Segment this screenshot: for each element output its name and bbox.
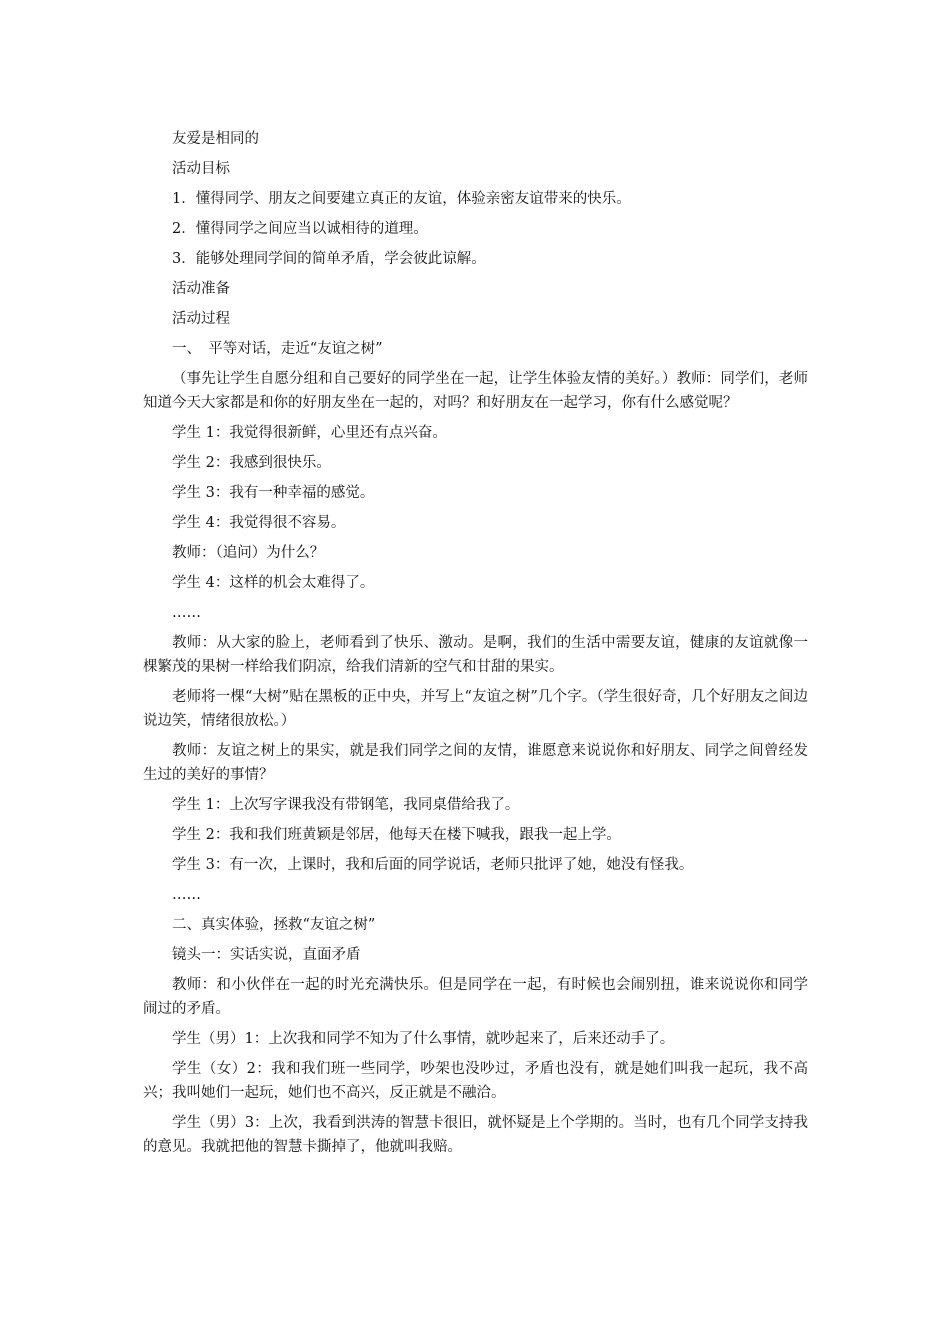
paragraph: 学生 3：我有一种幸福的感觉。: [172, 485, 375, 501]
document-body: [143, 127, 808, 1165]
section-heading: 活动过程: [172, 311, 230, 327]
paragraph: 学生 2：我感到很快乐。: [172, 455, 331, 471]
paragraph: 学生 2：我和我们班黄颖是邻居，他每天在楼下喊我，跟我一起上学。: [172, 827, 621, 843]
section-heading: 一、 平等对话，走近“友谊之树”: [172, 341, 383, 357]
section-heading: 活动目标: [172, 161, 230, 177]
paragraph: 教师：友谊之树上的果实，就是我们同学之间的友情，谁愿意来说说你和好朋友、同学之间曾经发生过的美好的事情？: [143, 743, 808, 783]
paragraph: 学生 3：有一次，上课时，我和后面的同学说话，老师只批评了她，她没有怪我。: [172, 857, 694, 873]
paragraph: 学生 4：这样的机会太难得了。: [172, 575, 375, 591]
paragraph: 1．懂得同学、朋友之间要建立真正的友谊，体验亲密友谊带来的快乐。: [172, 191, 631, 207]
paragraph: 教师：从大家的脸上，老师看到了快乐、激动。是啊，我们的生活中需要友谊，健康的友谊就像一棵繁茂的果树一样给我们阴凉，给我们清新的空气和甘甜的果实。: [143, 635, 808, 675]
section-heading: 二、真实体验，拯救“友谊之树”: [172, 917, 376, 933]
paragraph: 3．能够处理同学间的简单矛盾，学会彼此谅解。: [172, 251, 486, 267]
paragraph: 教师：（追问）为什么？: [172, 545, 325, 561]
paragraph: 学生 1：上次写字课我没有带钢笔，我同桌借给我了。: [172, 797, 520, 813]
paragraph: 学生（女）2：我和我们班一些同学，吵架也没吵过，矛盾也没有，就是她们叫我一起玩，我不高兴；我叫她们一起玩，她们也不高兴，反正就是不融洽。: [143, 1061, 808, 1101]
paragraph: 学生 1：我觉得很新鲜，心里还有点兴奋。: [172, 425, 447, 441]
paragraph: 2．懂得同学之间应当以诚相待的道理。: [172, 221, 428, 237]
subsection-heading: 镜头一：实话实说，直面矛盾: [172, 947, 361, 963]
paragraph: 学生（男）1：上次我和同学不知为了什么事情，就吵起来了，后来还动手了。: [172, 1031, 675, 1047]
paragraph: 学生 4：我觉得很不容易。: [172, 515, 346, 531]
document-title: 友爱是相同的: [172, 131, 259, 147]
ellipsis: ……: [172, 887, 201, 903]
paragraph: 老师将一棵“大树”贴在黑板的正中央，并写上“友谊之树”几个字。（学生很好奇，几个好朋友之间边说边笑，情绪很放松。）: [143, 689, 808, 729]
paragraph: 教师：和小伙伴在一起的时光充满快乐。但是同学在一起，有时候也会闹别扭，谁来说说你和同学闹过的矛盾。: [143, 977, 808, 1017]
paragraph: 学生（男）3：上次，我看到洪涛的智慧卡很旧，就怀疑是上个学期的。当时，也有几个同学支持我的意见。我就把他的智慧卡撕掉了，他就叫我赔。: [143, 1115, 808, 1155]
ellipsis: ……: [172, 605, 201, 621]
section-heading: 活动准备: [172, 281, 230, 297]
paragraph: （事先让学生自愿分组和自己要好的同学坐在一起，让学生体验友情的美好。）教师：同学们，老师知道今天大家都是和你的好朋友坐在一起的，对吗？和好朋友在一起学习，你有什么感觉呢？: [143, 371, 808, 411]
